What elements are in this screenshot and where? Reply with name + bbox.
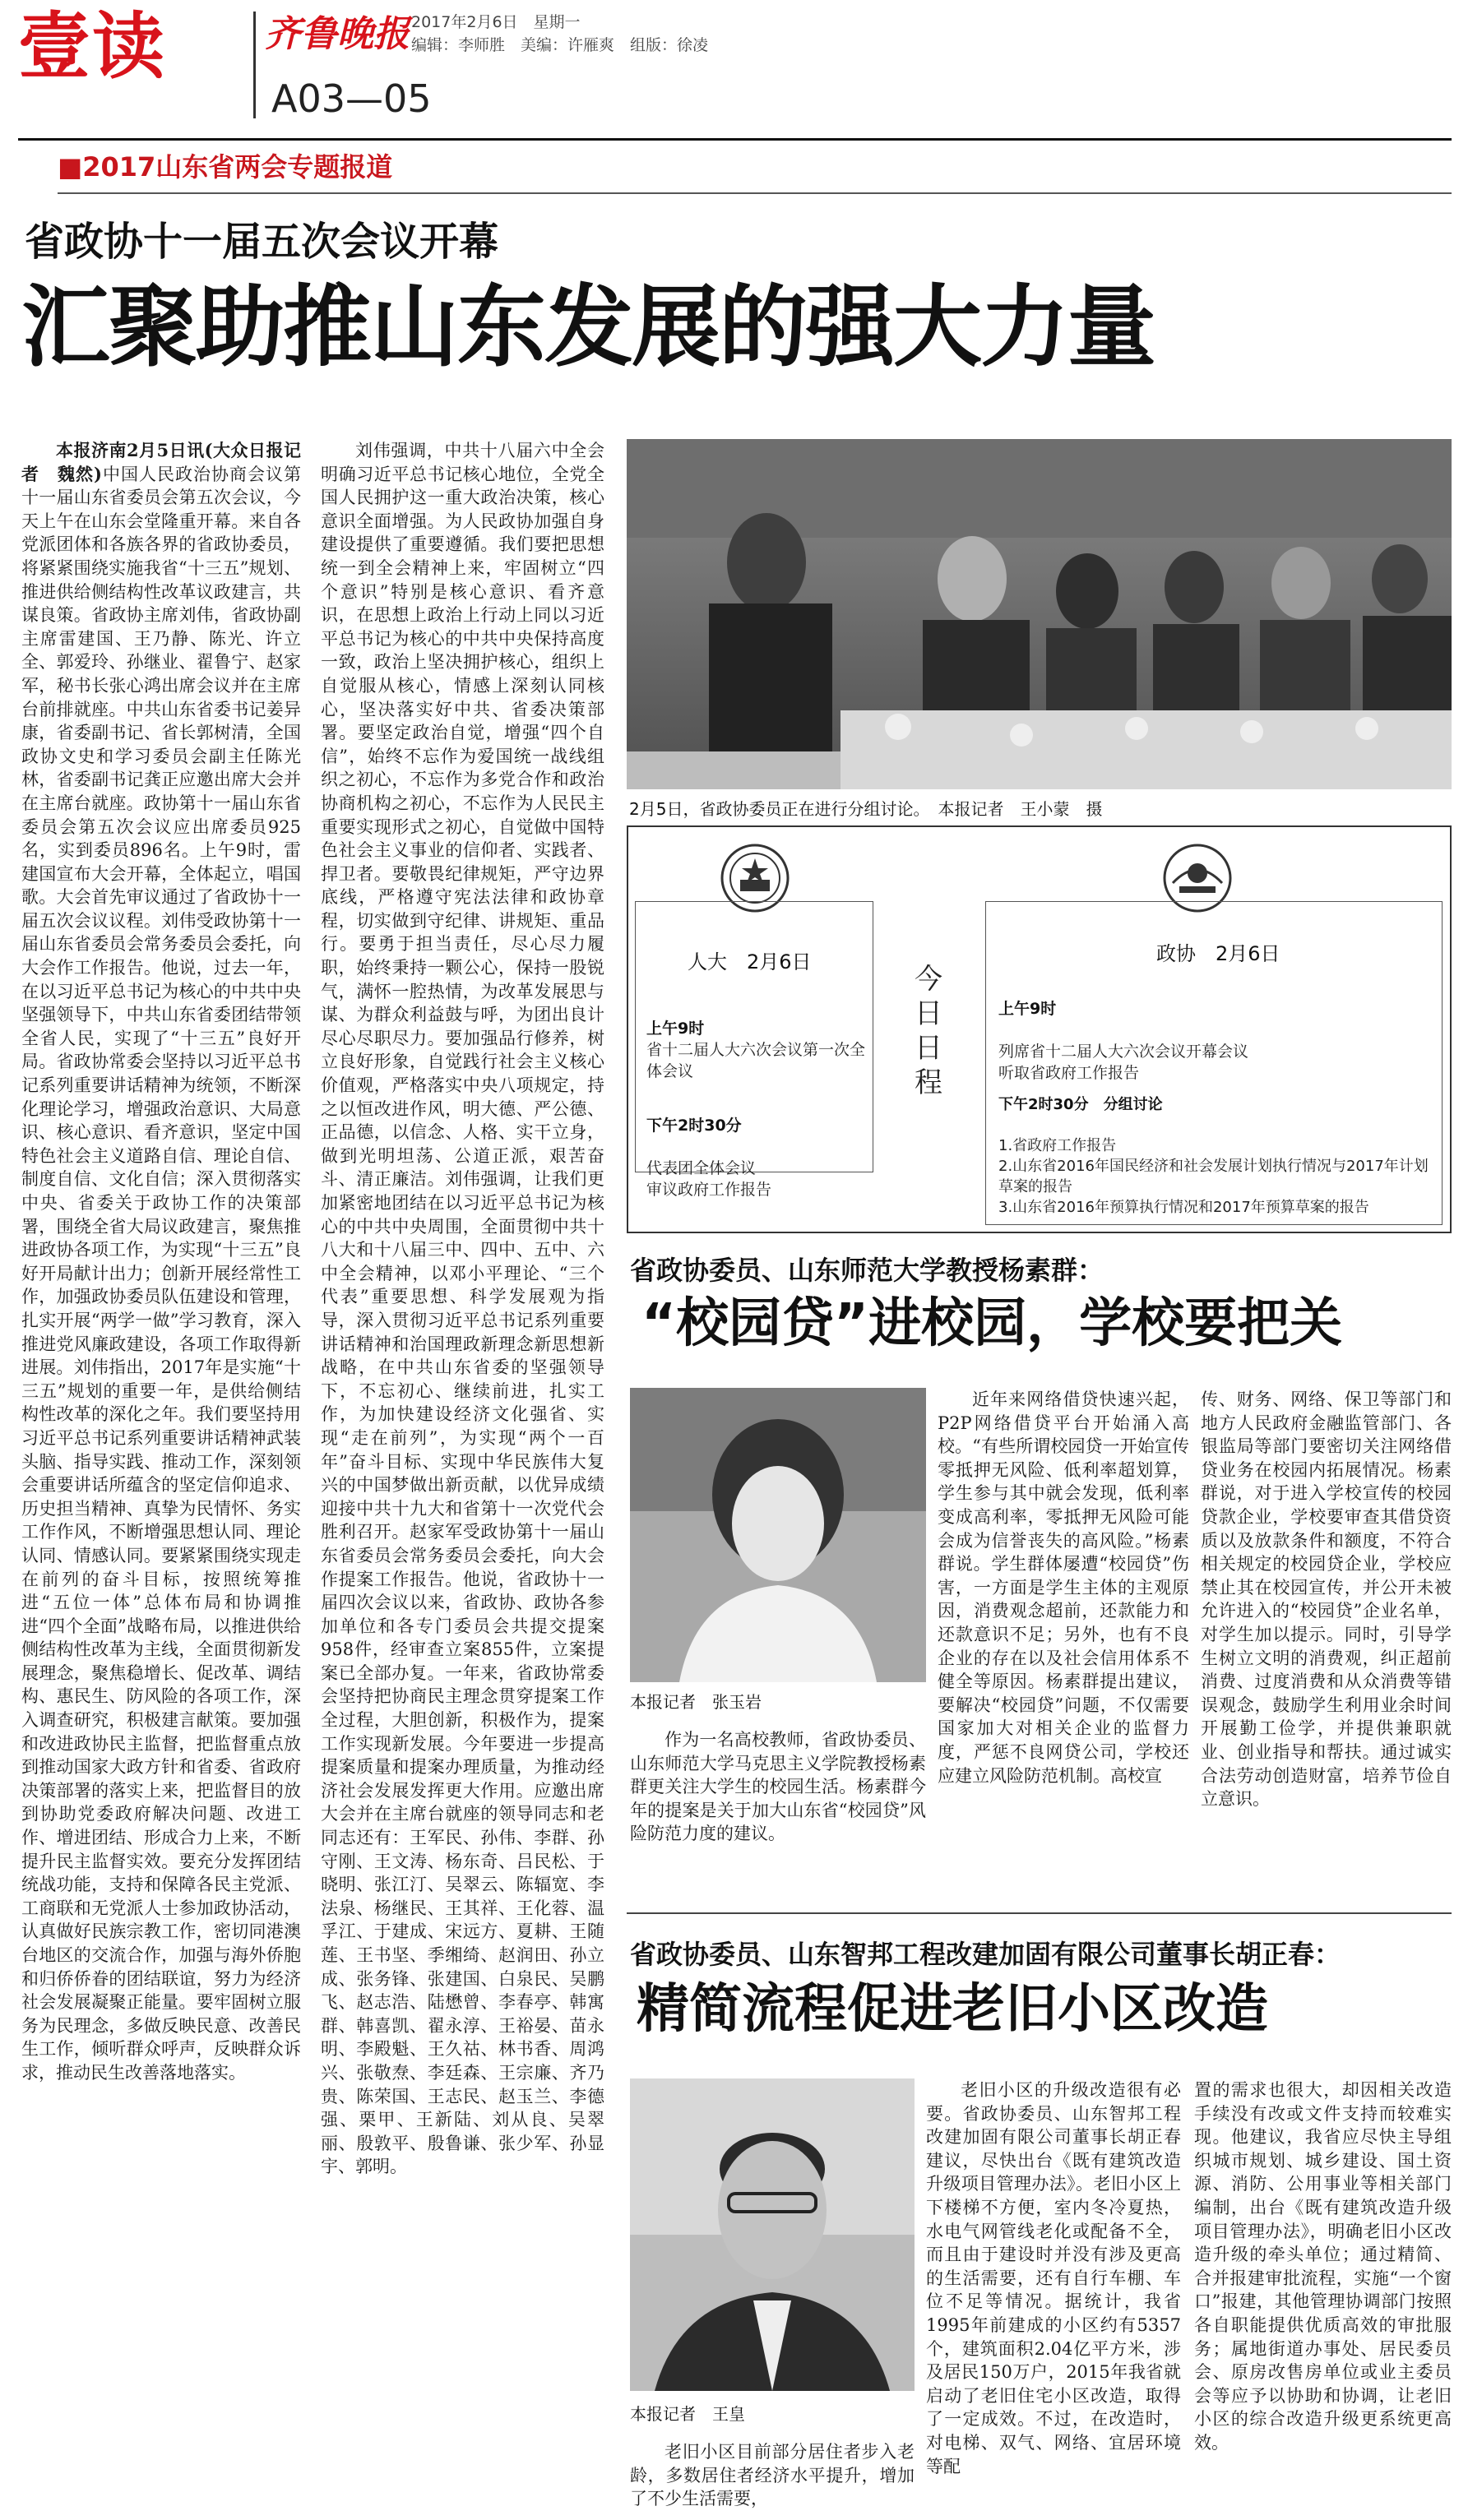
cppcc-item-2 (998, 1074, 1434, 1238)
lead-text-2: 刘伟强调，中共十八届六中全会明确习近平总书记核心地位，全党全国人民拥护这一重大政治决策，核心意识全面增强。为人民政协加强自身建设提供了重要遵循。我们要把思想统一到全会精神上来，牢固树立“四个意识”特别是核心意识、看齐意识，在思想上政治上行动上同以习近平总书记为核心的中共中央保持高度一致，政治上坚决拥护核心，组织上自觉服从核心，情感上深刻认同核心，坚决落实好中共、省委决策部署。要坚定政治自觉，增强“四个自信”，始终不忘作为爱国统一战线组织之初心，不忘作为多党合作和政治协商机构之初心，不忘作为人民民主重要实现形式之初心，自觉做中国特色社会主义事业的信仰者、实践者、捍卫者。要敬畏纪律规矩，严守边界底线，严格遵守宪法法律和政协章程，切实做到守纪律、讲规矩、重品行。要勇于担当责任，尽心尽力履职，始终秉持一颗公心，保持一股锐气，满怀一腔热情，为改革发展思与谋、为群众利益鼓与呼，为团出良计尽心尽职尽力。要加强品行修养，树立良好形象，自觉践行社会主义核心价值观，严格落实中央八项规定，持之以恒改进作风，明大德、严公德、正品德，以信念、人格、实干立身，做到光明坦荡、公道正派，艰苦奋斗、清正廉洁。刘伟强调，让我们更加紧密地团结在以习近平总书记为核心的中共中央周围，全面贯彻中共十八大和十八届三中、四中、五中、六中全会精神，以邓小平理论、“三个代表”重要思想、科学发展观为指导，深入贯彻习近平总书记系列重要讲话精神和治国理政新理念新思想新战略，在中共山东省委的坚强领导下，不忘初心、继续前进，扎实工作，为加快建设经济文化强省、实现“走在前列”，为实现“两个一百年”奋斗目标、实现中华民族伟大复兴的中国梦做出新贡献，以优异成绩迎接中共十九大和省第十一次党代会胜利召开。赵家军受政协第十一届山东省委员会常务委员会委托，向大会作提案工作报告。他说，省政协十一届四次会议以来，省政协、政协各参加单位和各专门委员会共提交提案958件，经审查立案855件，立案提案已全部办复。一年来，省政协常委会坚持把协商民主理念贯穿提案工作全过程，大胆创新，积极作为，提案工作实现新发展。今年要进一步提高提案质量和提案办理质量，为推动经济社会发展发挥更大作用。应邀出席大会并在主席台就座的领导同志和老同志还有：王军民、孙伟、李群、孙守刚、王文涛、杨东奇、吕民松、于晓明、张江汀、吴翠云、陈辐宽、李法泉、杨继民、王其祥、王化蓉、温孚江、于建成、宋远方、夏耕、王随莲、王书坚、季缃绮、赵润田、孙立成、张务锋、张建国、白泉民、吴鹏飞、赵志浩、陆懋曾、李春亭、韩寓群、韩喜凯、翟永淳、王裕晏、苗永明、李殿魁、王久祜、林书香、周鸿兴、张敬焘、李廷森、王宗廉、齐乃贵、陈荣国、王志民、赵玉兰、李德强、栗甲、王新陆、刘从良、吴翠丽、殷敦平、殷鲁谦、张少军、孙显宇、郭明。 (321, 441, 604, 2177)
story2-text-2: 传、财务、网络、保卫等部门和地方人民政府金融监管部门、各银监局等部门要密切关注网络借贷业务在校园内拓展情况。杨素群说，对于进入学校宣传的校园贷款企业，学校要审查其借贷资质以及放款条件和额度，不符合相关规定的校园贷企业，学校应禁止其在校园宣传，并公开未被允许进入的“校园贷”企业名单，对学生加以提示。同时，引导学生树立文明的消费观，纠正超前消费、过度消费和从众消费等错误观念，鼓励学生利用业余时间开展勤工俭学，并提供兼职就业、创业指导和帮扶。通过诚实合法劳动创造财富，培养节俭自立意识。 (1201, 1389, 1452, 1810)
cppcc-item-1-desc: 列席省十二届人大六次会议开幕会议 听取省政府工作报告 (998, 1043, 1249, 1082)
story2-text-1: 近年来网络借贷快速兴起，P2P网络借贷平台开始涌入高校。“有些所谓校园贷一开始宣传零抵押无风险、低利率超划算，学生参与其中就会发现，低利率变成高利率，零抵押无风险可能会成为信誉丧失的高风险。”杨素群说。学生群体屡遭“校园贷”伤害，一方面是学生主体的主观原因，消费观念超前，还款能力和还款意识不足；另外，也有不良企业的存在以及社会信用体系不健全等原因。杨素群提出建议，要解决“校园贷”问题，不仅需要国家加大对相关企业的监督力度，严惩不良网贷公司，学校还应建立风险防范机制。高校宣 (938, 1389, 1189, 1786)
npc-item-1 (646, 1018, 868, 1082)
npc-item-2 (646, 1094, 868, 1222)
story3-text-2: 置的需求也很大，却因相关改造手续没有改或文件支持而较难实现。他建议，我省应尽快主导组织城市规划、城乡建设、国土资源、消防、公用事业等相关部门编制，出台《既有建筑改造升级项目管理办法》，明确老旧小区改造升级的牵头单位；通过精简、合并报建审批流程，实施“一个窗口”报建，其他管理协调部门按照各自职能提供优质高效的审批服务；属地街道办事处、居民委员会、原房改售房单位或业主委员会等应予以协助和协调，让老旧小区的综合改造升级更系统更高效。 (1194, 2080, 1452, 2453)
npc-item-2-time: 下午2时30分 (646, 1117, 742, 1135)
yang-suqun-portrait (630, 1388, 926, 1682)
cppcc-item-1-time: 上午9时 (998, 1000, 1057, 1018)
story2-body-col2 (1201, 1388, 1452, 1891)
lead-body-col1 (21, 439, 301, 2499)
cppcc-item-2-time: 下午2时30分 分组讨论 (998, 1096, 1163, 1113)
photo-caption: 2月5日，省政协委员正在进行分组讨论。 本报记者 王小蒙 摄 (629, 799, 1103, 819)
story2-kicker: 省政协委员、山东师范大学教授杨素群： (630, 1255, 1104, 1286)
story3-body-col2 (1194, 2078, 1452, 2511)
npc-item-1-desc: 省十二届人大六次会议第一次全体会议 (646, 1041, 866, 1080)
story2-bottom-rule (627, 1912, 1452, 1914)
story3-photo-credit: 本报记者 王皇 (630, 2404, 745, 2424)
story2-headline: “校园贷”进校园，学校要把关 (641, 1293, 1343, 1354)
story2-body-col1 (938, 1388, 1189, 1891)
lead-kicker: 省政协十一届五次会议开幕 (25, 219, 499, 265)
masthead-divider (253, 12, 256, 118)
npc-item-2-desc: 代表团全体会议 审议政府工作报告 (646, 1159, 772, 1199)
story3-intro-text: 老旧小区目前部分居住者步入老龄，多数居住者经济水平提升，增加了不少生活需要， (630, 2442, 915, 2509)
story3-headline: 精简流程促进老旧小区改造 (637, 1979, 1268, 2040)
cppcc-title: 政协 2月6日 (1156, 942, 1280, 965)
lead-dateline: 本报济南2月5日讯(大众日报记者 魏然) (21, 440, 301, 484)
special-report-underline (58, 192, 1452, 194)
lead-headline: 汇聚助推山东发展的强大力量 (21, 276, 1155, 379)
story2-photo-credit: 本报记者 张玉岩 (630, 1692, 762, 1712)
editor-credits: 编辑：李师胜 美编：许雁爽 组版：徐凌 (411, 36, 709, 54)
lead-body-col2 (321, 439, 604, 2499)
special-report-tag: ■2017山东省两会专题报道 (58, 151, 393, 183)
issue-date: 2017年2月6日 星期一 (411, 13, 581, 31)
story3-kicker: 省政协委员、山东智邦工程改建加固有限公司董事长胡正春： (630, 1939, 1341, 1970)
npc-item-1-time: 上午9时 (646, 1020, 705, 1038)
story3-text-1: 老旧小区的升级改造很有必要。省政协委员、山东智邦工程改建加固有限公司董事长胡正春建议，尽快出台《既有建筑改造升级项目管理办法》。老旧小区上下楼梯不方便，室内冬冷夏热，水电气网管线老化或配备不全，而且由于建设时并没有涉及更高的生活需要，还有自行车棚、车位不足等情况。据统计，我省1995年前建成的小区约有5357个，建筑面积2.04亿平方米，涉及居民150万户，2015年我省就启动了老旧住宅小区改造，取得了一定成效。不过，在改造时，对电梯、双气、网络、宜居环境等配 (926, 2080, 1181, 2476)
page-number: A03—05 (271, 76, 432, 121)
group-discussion-photo (627, 439, 1452, 789)
story2-intro (630, 1728, 926, 1893)
masthead-rule (18, 138, 1452, 141)
schedule-title: 今日日程 (915, 963, 942, 1099)
cppcc-item-2-desc: 1.省政府工作报告 2.山东省2016年国民经济和社会发展计划执行情况与2017年计划草案的报告 3.山东省2016年预算执行情况和2017年预算草案的报告 (998, 1137, 1429, 1216)
story3-intro (630, 2440, 915, 2513)
npc-title: 人大 2月6日 (688, 950, 812, 973)
lead-text-1: 中国人民政治协商会议第十一届山东省委员会第五次会议，今天上午在山东会堂隆重开幕。来自各党派团体和各族各界的省政协委员，将紧紧围绕实施我省“十三五”规划、推进供给侧结构性改革议政建言，共谋良策。省政协主席刘伟，省政协副主席雷建国、王乃静、陈光、许立全、郭爱玲、孙继业、翟鲁宁、赵家军，秘书长张心鸿出席会议并在主席台前排就座。中共山东省委书记姜异康，省委副书记、省长郭树清，全国政协文史和学习委员会副主任陈光林，省委副书记龚正应邀出席大会并在主席台就座。政协第十一届山东省委员会第五次会议应出席委员925名，实到委员896名。上午9时，雷建国宣布大会开幕，全体起立，唱国歌。大会首先审议通过了省政协十一届五次会议议程。刘伟受政协第十一届山东省委员会常务委员会委托，向大会作工作报告。他说，过去一年，在以习近平总书记为核心的中共中央坚强领导下，中共山东省委团结带领全省人民，实现了“十三五”良好开局。省政协常委会坚持以习近平总书记系列重要讲话精神为统领，不断深化理论学习，增强政治意识、大局意识、核心意识、看齐意识，坚定中国特色社会主义道路自信、理论自信、制度自信、文化自信；深入贯彻落实中央、省委关于政协工作的决策部署，围绕全省大局议政建言，聚焦推进政协各项工作，为实现“十三五”良好开局献计出力；创新开展经常性工作，加强政协委员队伍建设和管理，扎实开展“两学一做”学习教育，深入推进党风廉政建设，各项工作取得新进展。刘伟指出，2017年是实施“十三五”规划的重要一年，是供给侧结构性改革的深化之年。我们要坚持用习近平总书记系列重要讲话精神武装头脑、指导实践、推动工作，深刻领会重要讲话所蕴含的坚定信仰追求、历史担当精神、真挚为民情怀、务实工作作风，不断增强思想认同、理论认同、情感认同。要紧紧围绕实现走在前列的奋斗目标，按照统筹推进“五位一体”总体布局和协调推进“四个全面”战略布局，以推进供给侧结构性改革为主线，全面贯彻新发展理念，聚焦稳增长、促改革、调结构、惠民生、防风险的各项工作，深入调查研究，积极建言献策。要加强和改进政协民主监督，把监督重点放到推动国家大政方针和省委、省政府决策部署的落实上来，把监督目的放到协助党委政府解决问题、改进工作、增进团结、形成合力上来，不断提升民主监督实效。要充分发挥团结统战功能，支持和保障各民主党派、工商联和无党派人士参加政协活动，认真做好民族宗教工作，密切同港澳台地区的交流合作，加强与海外侨胞和归侨侨眷的团结联谊，努力为经济社会发展凝聚正能量。要牢固树立服务为民理念，多做反映民意、改善民生工作，倾听群众呼声，反映群众诉求，推动民生改善落地落实。 (21, 464, 301, 2083)
story3-body-col1 (926, 2078, 1181, 2511)
paper-logo: 齐鲁晚报 (265, 13, 410, 55)
story2-intro-text: 作为一名高校教师，省政协委员、山东师范大学马克思主义学院教授杨素群更关注大学生的校园生活。杨素群今年的提案是关于加大山东省“校园贷”风险防范力度的建议。 (630, 1730, 926, 1844)
hu-zhengchun-portrait (630, 2078, 915, 2391)
section-title: 壹读 (18, 4, 167, 89)
